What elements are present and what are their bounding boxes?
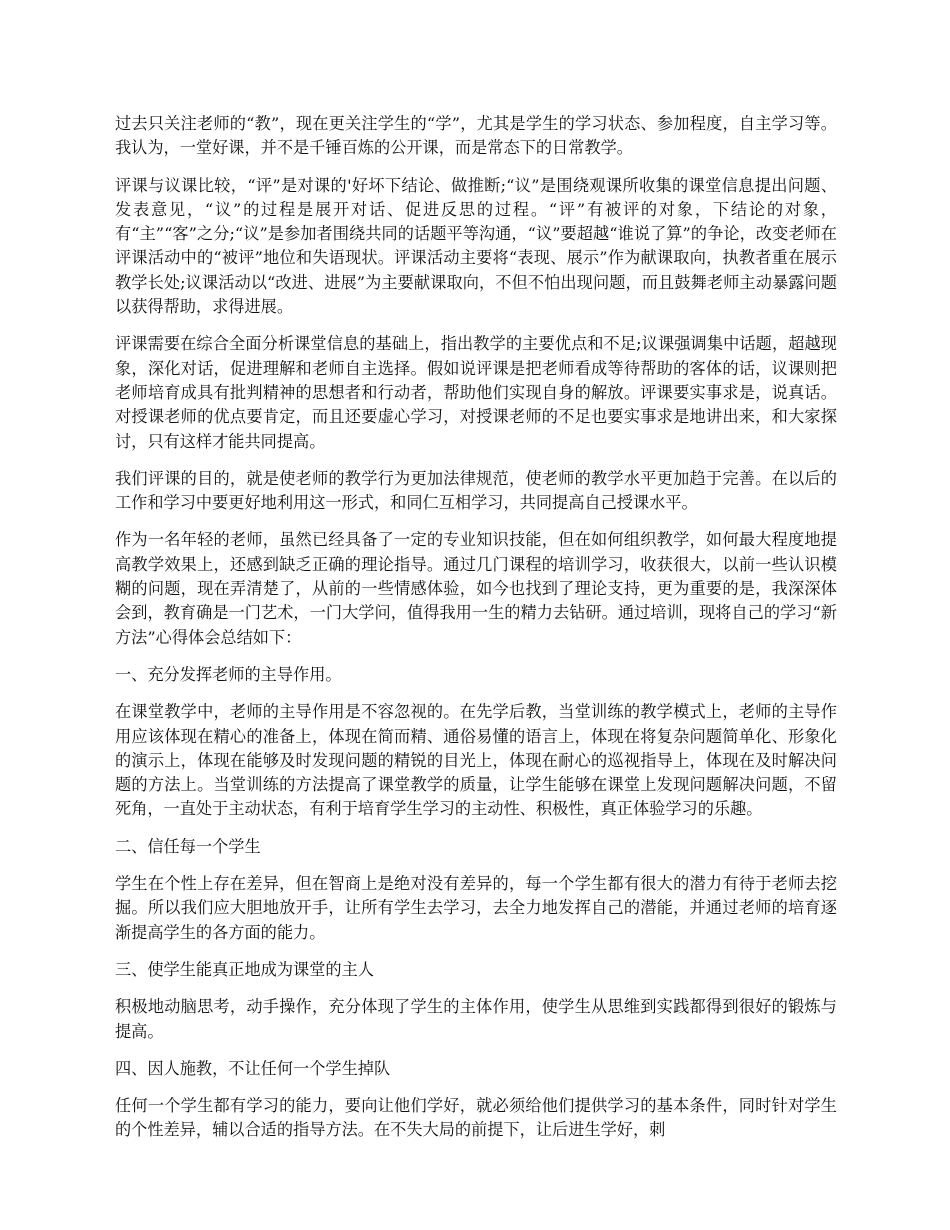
section-heading-1: 一、充分发挥老师的主导作用。 [115, 664, 342, 684]
paragraph-6: 在课堂教学中，老师的主导作用是不容忽视的。在先学后教，当堂训练的教学模式上，老师的主导作用应该体现在精心的准备上，体现在简而精、通俗易懂的语言上，体现在将复杂问题简单化、形象化的演示上，体现在能够及时发现问题的精锐的目光上，体现在耐心的巡视指导上，体现在及时解决问题的方法上。当堂训练的方法提高了课堂教学的质量，让学生能够在课堂上发现问题解决问题，不留死角，一直处于主动状态，有利于培育学生学习的主动性、积极性，真正体验学习的乐趣。 [115, 702, 837, 819]
paragraph-7: 学生在个性上存在差异，但在智商上是绝对没有差异的，每一个学生都有很大的潜力有待于老师去挖掘。所以我们应大胆地放开手，让所有学生去学习，去全力地发挥自己的潜能，并通过老师的培育逐渐提高学生的各方面的能力。 [115, 874, 837, 942]
paragraph-3: 评课需要在综合全面分析课堂信息的基础上，指出教学的主要优点和不足;议课强调集中话题，超越现象，深化对话，促进理解和老师自主选择。假如说评课是把老师看成等待帮助的客体的话，议课则把老师培育成具有批判精神的思想者和行动者，帮助他们实现自身的解放。评课要实事求是，说真话。对授课老师的优点要肯定，而且还要虚心学习，对授课老师的不足也要实事求是地讲出来，和大家探讨，只有这样才能共同提高。 [115, 334, 837, 451]
section-heading-3: 三、使学生能真正地成为课堂的主人 [115, 959, 374, 979]
paragraph-9: 任何一个学生都有学习的能力，要向让他们学好，就必须给他们提供学习的基本条件，同时针对学生的个性差异，辅以合适的指导方法。在不失大局的前提下，让后进生学好，刺 [115, 1096, 837, 1140]
paragraph-1: 过去只关注老师的“教”，现在更关注学生的“学”，尤其是学生的学习状态、参加程度，自主学习等。我认为，一堂好课，并不是千锤百炼的公开课，而是常态下的日常教学。 [115, 114, 837, 158]
paragraph-5: 作为一名年轻的老师，虽然已经具备了一定的专业知识技能，但在如何组织教学，如何最大程度地提高教学效果上，还感到缺乏正确的理论指导。通过几门课程的培训学习，收获很大，以前一些认识模糊的问题，现在弄清楚了，从前的一些情感体验，如今也找到了理论支持，更为重要的是，我深深体会到，教育确是一门艺术，一门大学问，值得我用一生的精力去钻研。通过培训，现将自己的学习“新方法”心得体会总结如下： [115, 530, 837, 647]
section-heading-2: 二、信任每一个学生 [115, 836, 261, 856]
paragraph-2: 评课与议课比较，“评”是对课的'好坏下结论、做推断;“议”是围绕观课所收集的课堂信息提出问题、发表意见，“议”的过程是展开对话、促进反思的过程。“评”有被评的对象，下结论的对象，有“主”“客”之分;“议”是参加者围绕共同的话题平等沟通，“议”要超越“谁说了算”的争论，改变老师在评课活动中的“被评”地位和失语现状。评课活动主要将“表现、展示”作为献课取向，执教者重在展示教学长处;议课活动以“改进、进展”为主要献课取向，不但不怕出现问题，而且鼓舞老师主动暴露问题以获得帮助，求得进展。 [115, 175, 837, 317]
paragraph-4: 我们评课的目的，就是使老师的教学行为更加法律规范，使老师的教学水平更加趋于完善。在以后的工作和学习中要更好地利用这一形式，和同仁互相学习，共同提高自己授课水平。 [115, 468, 837, 513]
paragraph-8: 积极地动脑思考，动手操作，充分体现了学生的主体作用，使学生从思维到实践都得到很好的锻炼与提高。 [115, 997, 837, 1041]
section-heading-4: 四、因人施教，不让任何一个学生掉队 [115, 1058, 391, 1078]
document-page [115, 112, 837, 1156]
